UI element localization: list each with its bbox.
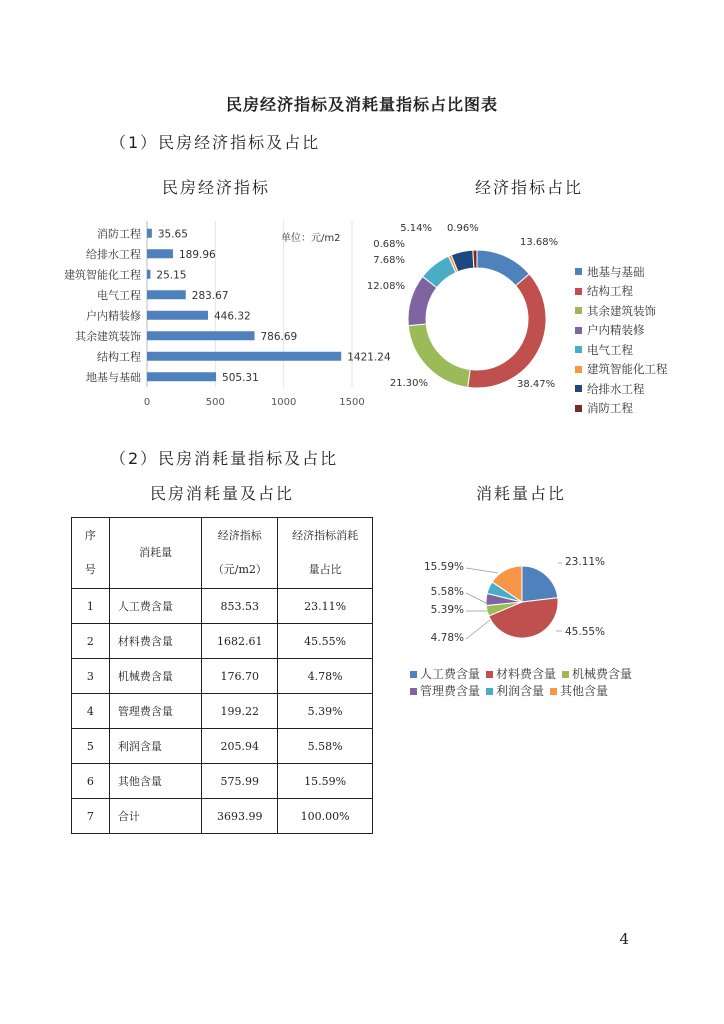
bar [147, 352, 341, 361]
legend-swatch [486, 688, 493, 695]
section-2-heading: （2）民房消耗量指标及占比 [110, 449, 339, 468]
donut-slice [468, 274, 546, 388]
legend-swatch [410, 671, 417, 678]
table-row: 6 其他含量 575.99 15.59% [72, 764, 373, 799]
legend-label: 建筑智能化工程 [587, 362, 668, 377]
category-label: 给排水工程 [86, 247, 141, 261]
legend-item [575, 379, 668, 399]
pie-legend [410, 665, 660, 699]
legend-item [562, 667, 632, 681]
bar [147, 311, 208, 320]
x-tick-label: 500 [205, 397, 225, 408]
bar-value-label: 35.65 [157, 228, 188, 241]
slice-label: 45.55% [565, 626, 606, 638]
legend-swatch [486, 671, 493, 678]
table-row: 5 利润含量 205.94 5.58% [72, 729, 373, 764]
bar-value-label: 283.67 [191, 289, 229, 302]
pie-slice [522, 566, 558, 602]
legend-label: 电气工程 [587, 342, 633, 357]
legend-label: 其余建筑装饰 [587, 303, 656, 318]
bar-value-label: 189.96 [178, 248, 216, 261]
bar [147, 372, 216, 381]
consumption-share-pie-chart [400, 535, 640, 660]
legend-item [575, 399, 668, 419]
slice-label: 23.11% [565, 556, 606, 568]
category-label: 地基与基础 [86, 370, 141, 384]
slice-label: 0.96% [447, 223, 479, 234]
legend-swatch [562, 671, 569, 678]
bar [147, 290, 186, 299]
legend-item [486, 684, 544, 698]
legend-swatch [410, 688, 417, 695]
category-label: 其余建筑装饰 [75, 329, 141, 343]
consumption-table [71, 517, 373, 834]
legend-swatch [575, 346, 582, 353]
legend-swatch [575, 307, 582, 314]
bar [147, 331, 255, 340]
leader-line [466, 568, 498, 573]
legend-label: 消防工程 [587, 401, 633, 416]
legend-item [575, 301, 668, 321]
slice-label: 38.47% [517, 379, 556, 390]
leader-line [466, 593, 488, 604]
legend-item [575, 340, 668, 360]
header-value: 经济指标 （元/m2） [202, 518, 278, 589]
slice-label: 12.08% [366, 281, 405, 292]
slice-label: 4.78% [430, 632, 464, 644]
legend-swatch [575, 268, 582, 275]
legend-label: 给排水工程 [587, 381, 645, 396]
legend-swatch [575, 385, 582, 392]
table-row: 4 管理费含量 199.22 5.39% [72, 694, 373, 729]
x-tick-label: 1500 [339, 397, 365, 408]
bar-value-label: 446.32 [213, 310, 251, 323]
legend-label: 其他含量 [560, 684, 609, 698]
category-label: 电气工程 [97, 288, 141, 302]
slice-label: 21.30% [389, 378, 428, 389]
table-title: 民房消耗量及占比 [150, 484, 295, 503]
legend-item [575, 262, 668, 282]
header-item: 消耗量 [109, 518, 202, 589]
bar [147, 229, 152, 238]
table-header-row [72, 518, 373, 589]
bar-chart-title: 民房经济指标 [162, 178, 271, 197]
slice-label: 13.68% [520, 237, 559, 248]
bar-value-label: 786.69 [260, 330, 298, 343]
slice-label: 5.58% [430, 586, 464, 598]
legend-swatch [550, 688, 557, 695]
table-row: 3 机械费含量 176.70 4.78% [72, 659, 373, 694]
section-1-heading: （1）民房经济指标及占比 [110, 133, 321, 152]
legend-swatch [575, 405, 582, 412]
legend-swatch [575, 366, 582, 373]
pie-chart-title: 消耗量占比 [476, 484, 567, 503]
legend-swatch [575, 327, 582, 334]
category-label: 户内精装修 [86, 309, 141, 323]
unit-label: 单位：元/m2 [281, 233, 341, 244]
bar-value-label: 1421.24 [347, 351, 391, 364]
slice-label: 15.59% [423, 561, 464, 573]
slice-label: 0.68% [373, 239, 405, 250]
legend-swatch [575, 288, 582, 295]
legend-item [486, 667, 556, 681]
category-label: 建筑智能化工程 [64, 268, 141, 282]
donut-slice [473, 250, 477, 268]
page-title: 民房经济指标及消耗量指标占比图表 [225, 95, 498, 114]
slice-label: 7.68% [373, 255, 405, 266]
header-pct: 经济指标消耗 量占比 [278, 518, 373, 589]
slice-label: 5.14% [400, 223, 432, 234]
legend-label: 户内精装修 [587, 323, 645, 338]
legend-label: 结构工程 [587, 284, 633, 299]
legend-item [575, 282, 668, 302]
x-tick-label: 0 [143, 397, 151, 408]
legend-label: 管理费含量 [420, 684, 481, 698]
legend-label: 人工费含量 [420, 667, 481, 681]
table-row: 2 材料费含量 1682.61 45.55% [72, 624, 373, 659]
bar-value-label: 25.15 [156, 269, 187, 282]
table-row: 7 合计 3693.99 100.00% [72, 799, 373, 834]
legend-item [575, 360, 668, 380]
bar [147, 270, 150, 279]
legend-item [410, 684, 480, 698]
legend-item [410, 667, 480, 681]
category-label: 消防工程 [97, 227, 141, 241]
category-label: 结构工程 [97, 350, 141, 364]
legend-label: 材料费含量 [496, 667, 557, 681]
header-seq: 序 号 [72, 518, 110, 589]
legend-label: 地基与基础 [587, 264, 645, 279]
bar-value-label: 505.31 [222, 371, 259, 384]
slice-label: 5.39% [430, 604, 464, 616]
legend-item [575, 321, 668, 341]
donut-chart-title: 经济指标占比 [475, 178, 584, 197]
legend-label: 机械费含量 [572, 667, 633, 681]
page-number: 4 [619, 930, 629, 948]
x-tick-label: 1000 [270, 397, 297, 408]
bar [147, 249, 173, 258]
legend-item [550, 684, 608, 698]
legend-label: 利润含量 [496, 684, 545, 698]
leader-line [466, 620, 490, 639]
donut-legend [575, 262, 668, 418]
table-row: 1 人工费含量 853.53 23.11% [72, 589, 373, 624]
